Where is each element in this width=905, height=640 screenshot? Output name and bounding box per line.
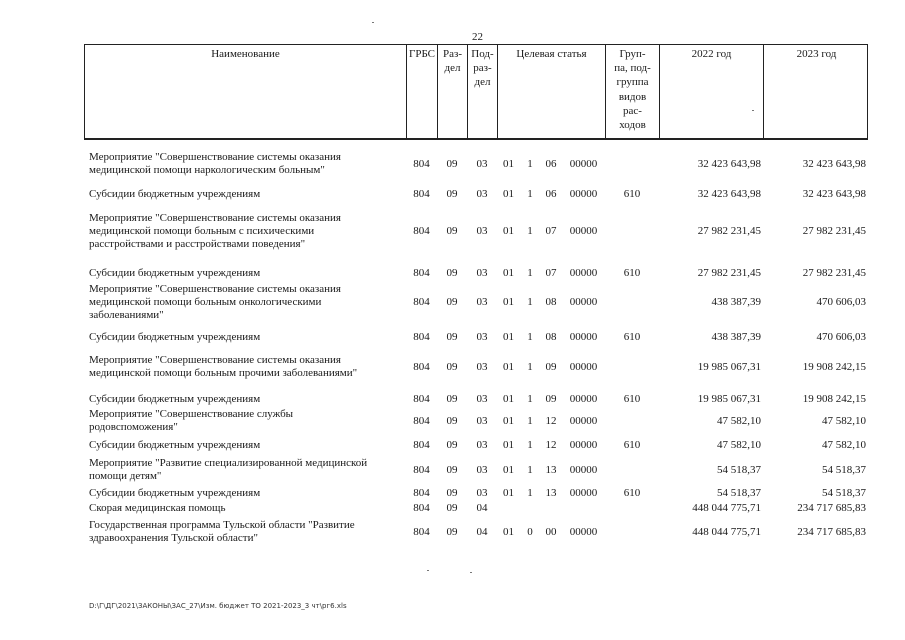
table-row <box>84 487 868 500</box>
row-name <box>89 408 407 434</box>
cell-pr: 04 <box>476 526 488 538</box>
cell-c2: 1 <box>527 225 533 237</box>
cell-c2: 1 <box>527 361 533 373</box>
header-group <box>606 45 660 138</box>
cell-vr: 610 <box>623 439 641 451</box>
cell-grbs: 804 <box>413 487 430 499</box>
cell-rz: 09 <box>446 415 458 427</box>
row-name <box>89 151 407 177</box>
table-row <box>84 188 868 201</box>
cell-c4: 00000 <box>569 393 598 405</box>
file-path-footer: D:\Г\ДГ\2021\ЗАКОНЫ\ЗАС_27\Изм. бюджет ТО 2021-2023_3 чт\рг6.xls <box>89 602 347 610</box>
row-name <box>89 283 407 322</box>
cell-vr: 610 <box>623 331 641 343</box>
cell-c3: 13 <box>545 487 557 499</box>
cell-grbs: 804 <box>413 361 430 373</box>
header-grbs: ГРБС <box>407 45 438 138</box>
cell-c1: 01 <box>503 439 514 451</box>
cell-c1: 01 <box>503 464 514 476</box>
row-name <box>89 393 407 406</box>
cell-vr: 610 <box>623 188 641 200</box>
row-name-line: расстройствами и расстройствами поведения" <box>89 238 306 250</box>
header-razdel-line-2: дел <box>444 62 461 75</box>
row-name-line: Мероприятие "Совершенствование службы <box>89 408 294 420</box>
cell-c3: 13 <box>545 464 557 476</box>
cell-c4: 00000 <box>569 487 598 499</box>
row-name-line: Субсидии бюджетным учреждениям <box>89 188 261 200</box>
cell-pr: 03 <box>476 361 488 373</box>
cell-v2022: 47 582,10 <box>717 415 761 427</box>
row-name <box>89 354 407 380</box>
cell-v2022: 438 387,39 <box>711 296 761 308</box>
cell-grbs: 804 <box>413 296 430 308</box>
cell-c2: 1 <box>527 296 533 308</box>
cell-grbs: 804 <box>413 415 430 427</box>
cell-c1: 01 <box>503 158 514 170</box>
cell-c2: 1 <box>527 415 533 427</box>
cell-grbs: 804 <box>413 331 430 343</box>
table-header <box>84 44 868 140</box>
cell-c1: 01 <box>503 393 514 405</box>
table-row <box>84 408 868 434</box>
cell-c3: 08 <box>545 296 557 308</box>
cell-v2023: 234 717 685,83 <box>797 526 866 538</box>
cell-v2022: 32 423 643,98 <box>697 158 761 170</box>
cell-c3: 07 <box>545 225 557 237</box>
header-target: Целевая статья <box>498 45 606 138</box>
cell-c4: 00000 <box>569 526 598 538</box>
cell-v2023: 54 518,37 <box>822 464 866 476</box>
cell-rz: 09 <box>446 439 458 451</box>
row-name <box>89 487 407 500</box>
row-name-line: Субсидии бюджетным учреждениям <box>89 393 261 405</box>
table-row <box>84 502 868 515</box>
header-group-line-2: па, под- <box>614 62 651 75</box>
cell-vr: 610 <box>623 393 641 405</box>
header-group-line-3: группа <box>616 76 649 89</box>
row-name <box>89 267 407 280</box>
row-name-line: Государственная программа Тульской области "Развитие <box>89 519 355 531</box>
row-name-line: Мероприятие "Совершенствование системы оказания <box>89 283 341 295</box>
cell-c1: 01 <box>503 526 514 538</box>
cell-pr: 03 <box>476 439 488 451</box>
row-name-line: Субсидии бюджетным учреждениям <box>89 487 261 499</box>
cell-c2: 1 <box>527 393 533 405</box>
cell-rz: 09 <box>446 267 458 279</box>
cell-grbs: 804 <box>413 502 430 514</box>
cell-c3: 12 <box>545 439 557 451</box>
cell-c2: 1 <box>527 464 533 476</box>
cell-vr: 610 <box>623 267 641 279</box>
cell-pr: 03 <box>476 415 488 427</box>
cell-c1: 01 <box>503 415 514 427</box>
cell-v2023: 27 982 231,45 <box>802 267 866 279</box>
cell-c3: 09 <box>545 393 557 405</box>
cell-c1: 01 <box>503 296 514 308</box>
cell-rz: 09 <box>446 526 458 538</box>
row-name-line: родовспоможения" <box>89 421 178 433</box>
row-name-line: Субсидии бюджетным учреждениям <box>89 331 261 343</box>
cell-c3: 06 <box>545 158 557 170</box>
cell-v2023: 470 606,03 <box>816 331 866 343</box>
cell-c4: 00000 <box>569 158 598 170</box>
cell-grbs: 804 <box>413 526 430 538</box>
cell-c2: 1 <box>527 158 533 170</box>
row-name-line: Субсидии бюджетным учреждениям <box>89 267 261 279</box>
cell-v2023: 54 518,37 <box>822 487 866 499</box>
row-name <box>89 212 407 251</box>
header-group-line-4: видов <box>618 90 647 103</box>
cell-grbs: 804 <box>413 158 430 170</box>
cell-v2023: 32 423 643,98 <box>802 158 866 170</box>
cell-pr: 03 <box>476 296 488 308</box>
cell-v2023: 47 582,10 <box>822 415 866 427</box>
table-row <box>84 267 868 280</box>
cell-v2023: 19 908 242,15 <box>802 361 866 373</box>
header-name: Наименование <box>85 45 407 138</box>
cell-c1: 01 <box>503 487 514 499</box>
row-name-line: медицинской помощи больным онкологическими <box>89 296 322 308</box>
cell-c3: 09 <box>545 361 557 373</box>
table-row <box>84 212 868 251</box>
cell-c4: 00000 <box>569 188 598 200</box>
cell-v2022: 19 985 067,31 <box>697 393 761 405</box>
cell-v2023: 47 582,10 <box>822 439 866 451</box>
cell-rz: 09 <box>446 502 458 514</box>
cell-v2022: 32 423 643,98 <box>697 188 761 200</box>
cell-v2022: 448 044 775,71 <box>692 526 761 538</box>
cell-v2023: 27 982 231,45 <box>802 225 866 237</box>
header-razdel <box>438 45 468 138</box>
cell-pr: 03 <box>476 267 488 279</box>
cell-grbs: 804 <box>413 439 430 451</box>
table-row <box>84 457 868 483</box>
cell-c2: 1 <box>527 439 533 451</box>
cell-c1: 01 <box>503 361 514 373</box>
table-row <box>84 519 868 545</box>
cell-c2: 1 <box>527 487 533 499</box>
cell-v2022: 27 982 231,45 <box>697 225 761 237</box>
row-name-line: медицинской помощи наркологическим больным" <box>89 164 325 176</box>
row-name-line: Субсидии бюджетным учреждениям <box>89 439 261 451</box>
cell-v2022: 448 044 775,71 <box>692 502 761 514</box>
header-podrazdel <box>468 45 498 138</box>
cell-v2022: 438 387,39 <box>711 331 761 343</box>
header-razdel-line-1: Раз- <box>442 48 462 60</box>
cell-grbs: 804 <box>413 225 430 237</box>
cell-rz: 09 <box>446 296 458 308</box>
row-name-line: медицинской помощи больным с психическими <box>89 225 315 237</box>
table-row <box>84 331 868 344</box>
cell-c4: 00000 <box>569 439 598 451</box>
cell-pr: 03 <box>476 188 488 200</box>
row-name <box>89 502 407 515</box>
cell-rz: 09 <box>446 331 458 343</box>
row-name <box>89 457 407 483</box>
cell-grbs: 804 <box>413 267 430 279</box>
row-name-line: здравоохранения Тульской области" <box>89 532 258 544</box>
cell-rz: 09 <box>446 487 458 499</box>
header-group-line-5: рас- <box>623 104 642 117</box>
cell-c4: 00000 <box>569 415 598 427</box>
row-name-line: Мероприятие "Совершенствование системы оказания <box>89 354 341 366</box>
cell-rz: 09 <box>446 361 458 373</box>
cell-c1: 01 <box>503 188 514 200</box>
header-group-line-6: ходов <box>619 119 646 132</box>
row-name <box>89 439 407 452</box>
table-row <box>84 439 868 452</box>
cell-c2: 1 <box>527 188 533 200</box>
cell-v2023: 234 717 685,83 <box>797 502 866 514</box>
cell-c4: 00000 <box>569 331 598 343</box>
row-name <box>89 519 407 545</box>
row-name-line: Мероприятие "Развитие специализированной медицинской <box>89 457 368 469</box>
cell-pr: 04 <box>476 502 488 514</box>
row-name-line: медицинской помощи больным прочими заболеваниями" <box>89 367 358 379</box>
cell-c1: 01 <box>503 331 514 343</box>
cell-c4: 00000 <box>569 361 598 373</box>
cell-pr: 03 <box>476 158 488 170</box>
row-name <box>89 331 407 344</box>
cell-c2: 1 <box>527 267 533 279</box>
cell-v2023: 32 423 643,98 <box>802 188 866 200</box>
cell-pr: 03 <box>476 464 488 476</box>
cell-c1: 01 <box>503 267 514 279</box>
row-name-line: Мероприятие "Совершенствование системы оказания <box>89 151 341 163</box>
cell-c4: 00000 <box>569 464 598 476</box>
cell-v2022: 54 518,37 <box>717 464 761 476</box>
cell-v2022: 27 982 231,45 <box>697 267 761 279</box>
cell-c3: 08 <box>545 331 557 343</box>
table-row <box>84 283 868 322</box>
cell-rz: 09 <box>446 393 458 405</box>
cell-pr: 03 <box>476 393 488 405</box>
cell-pr: 03 <box>476 225 488 237</box>
cell-v2022: 54 518,37 <box>717 487 761 499</box>
cell-v2022: 19 985 067,31 <box>697 361 761 373</box>
cell-c4: 00000 <box>569 267 598 279</box>
table-row <box>84 354 868 380</box>
cell-v2023: 19 908 242,15 <box>802 393 866 405</box>
header-podrazdel-line-2: раз- <box>473 62 492 75</box>
cell-rz: 09 <box>446 225 458 237</box>
header-podrazdel-line-3: дел <box>474 76 491 89</box>
page-number: 22 <box>472 31 483 43</box>
row-name-line: заболеваниями" <box>89 309 164 321</box>
cell-c1: 01 <box>503 225 514 237</box>
cell-c4: 00000 <box>569 296 598 308</box>
header-podrazdel-line-1: Под- <box>471 48 494 60</box>
cell-grbs: 804 <box>413 464 430 476</box>
cell-c3: 12 <box>545 415 557 427</box>
cell-grbs: 804 <box>413 393 430 405</box>
cell-rz: 09 <box>446 188 458 200</box>
cell-v2023: 470 606,03 <box>816 296 866 308</box>
cell-c2: 0 <box>527 526 533 538</box>
table-row <box>84 151 868 177</box>
table-row <box>84 393 868 406</box>
cell-rz: 09 <box>446 464 458 476</box>
row-name-line: Скорая медицинская помощь <box>89 502 226 514</box>
row-name-line: помощи детям" <box>89 470 162 482</box>
cell-c3: 07 <box>545 267 557 279</box>
header-2023: 2023 год <box>796 48 837 60</box>
cell-rz: 09 <box>446 158 458 170</box>
cell-c2: 1 <box>527 331 533 343</box>
row-name <box>89 188 407 201</box>
header-2022: 2022 год <box>660 45 764 138</box>
cell-pr: 03 <box>476 487 488 499</box>
cell-c4: 00000 <box>569 225 598 237</box>
cell-pr: 03 <box>476 331 488 343</box>
cell-c3: 06 <box>545 188 557 200</box>
cell-v2022: 47 582,10 <box>717 439 761 451</box>
header-group-line-1: Груп- <box>619 48 646 60</box>
row-name-line: Мероприятие "Совершенствование системы оказания <box>89 212 341 224</box>
cell-c3: 00 <box>545 526 557 538</box>
cell-grbs: 804 <box>413 188 430 200</box>
cell-vr: 610 <box>623 487 641 499</box>
